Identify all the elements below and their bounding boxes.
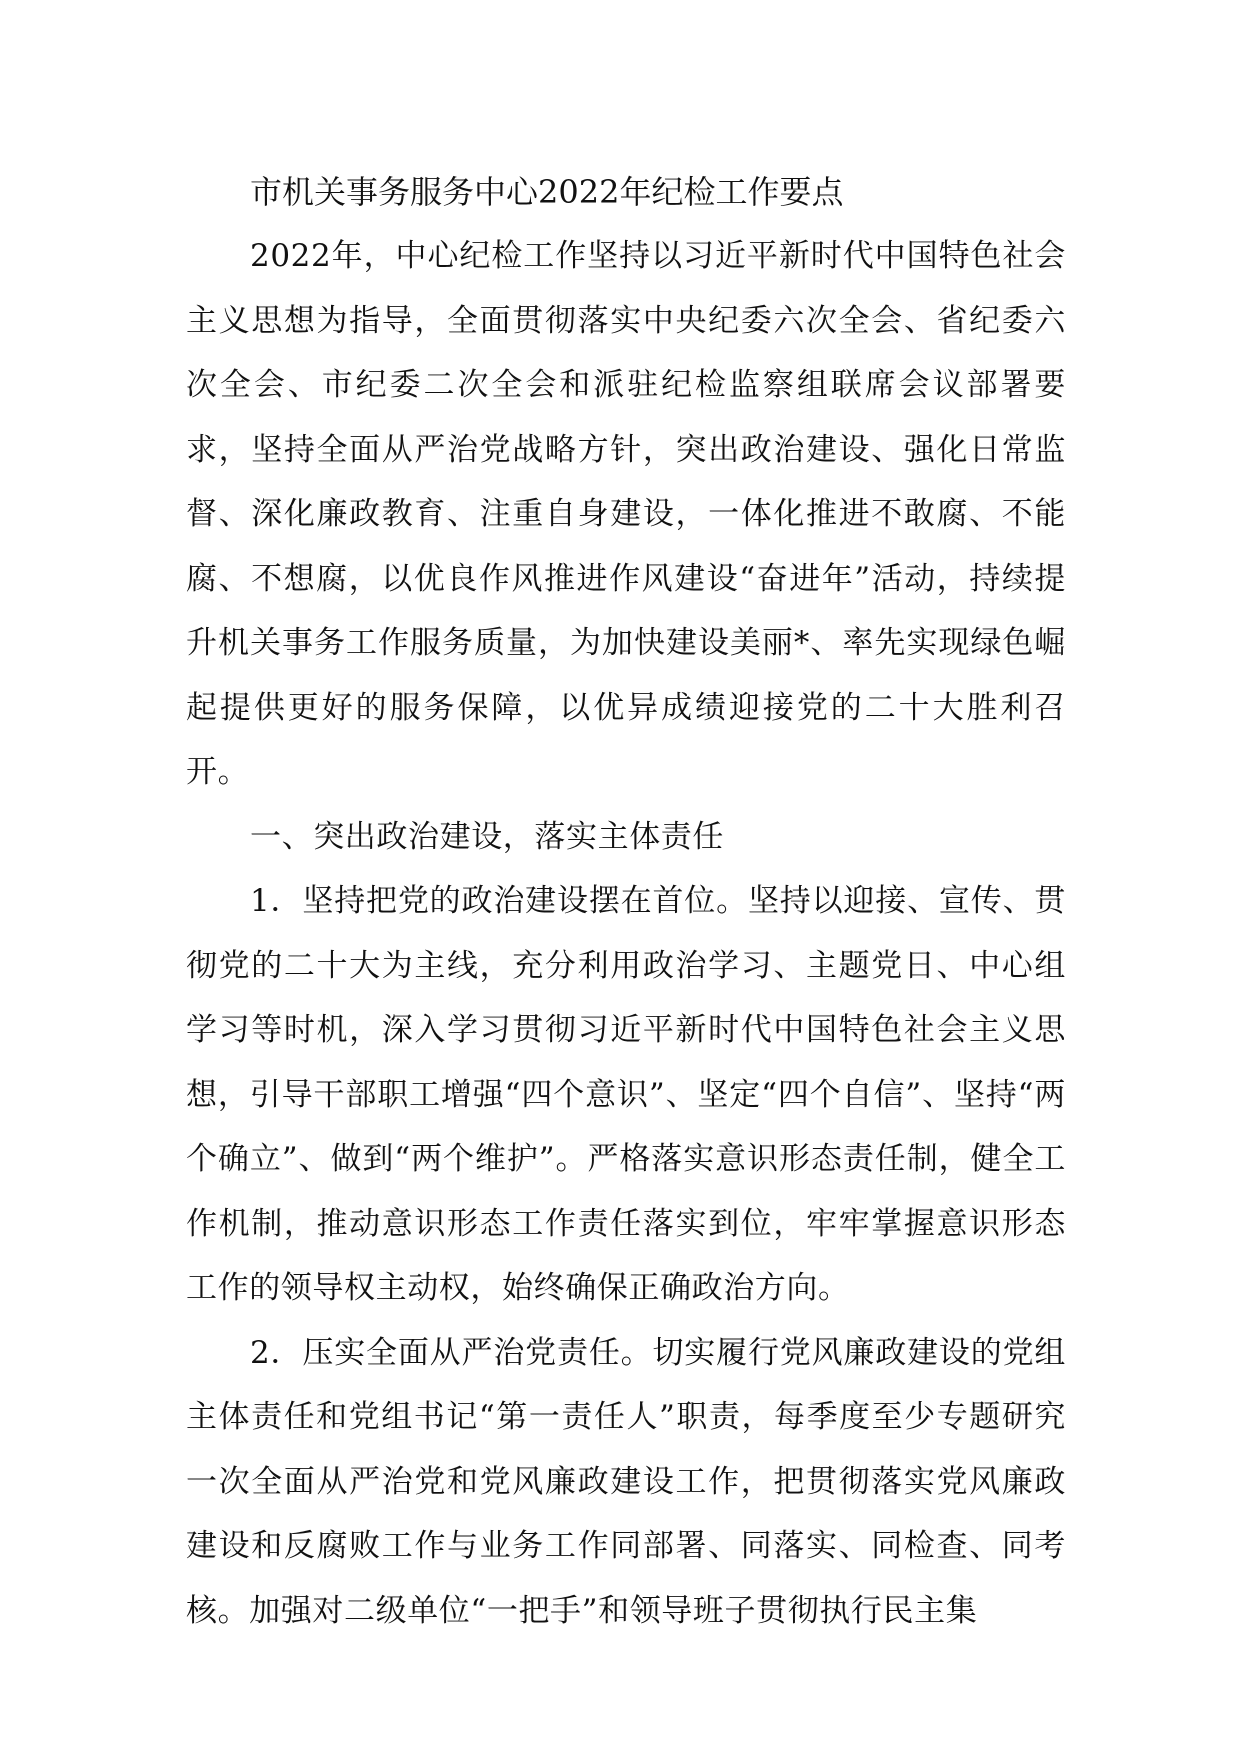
intro-paragraph: 2022年，中心纪检工作坚持以习近平新时代中国特色社会主义思想为指导，全面贯彻落实中央纪委六次全会、省纪委六次全会、市纪委二次全会和派驻纪检监察组联席会议部署要求，坚持全面从严治党战略方针，突出政治建设、强化日常监督、深化廉政教育、注重自身建设，一体化推进不敢腐、不能腐、不想腐，以优良作风推进作风建设“奋进年”活动，持续提升机关事务工作服务质量，为加快建设美丽*、率先实现绿色崛起提供更好的服务保障，以优异成绩迎接党的二十大胜利召开。 [186,238,1066,790]
document-page [186,160,1066,1643]
section-1-heading: 一、突出政治建设，落实主体责任 [250,818,724,855]
document-title: 市机关事务服务中心2022年纪检工作要点 [250,173,844,211]
item-1-paragraph: 1．坚持把党的政治建设摆在首位。坚持以迎接、宣传、贯彻党的二十大为主线，充分利用政治学习、主题党日、中心组学习等时机，深入学习贯彻习近平新时代中国特色社会主义思想，引导干部职工增强“四个意识”、坚定“四个自信”、坚持“两个确立”、做到“两个维护”。严格落实意识形态责任制，健全工作机制，推动意识形态工作责任落实到位，牢牢掌握意识形态工作的领导权主动权，始终确保正确政治方向。 [186,883,1066,1306]
item-2-paragraph: 2．压实全面从严治党责任。切实履行党风廉政建设的党组主体责任和党组书记“第一责任人”职责，每季度至少专题研究一次全面从严治党和党风廉政建设工作，把贯彻落实党风廉政建设和反腐败工作与业务工作同部署、同落实、同检查、同考核。加强对二级单位“一把手”和领导班子贯彻执行民主集 [186,1334,1066,1629]
